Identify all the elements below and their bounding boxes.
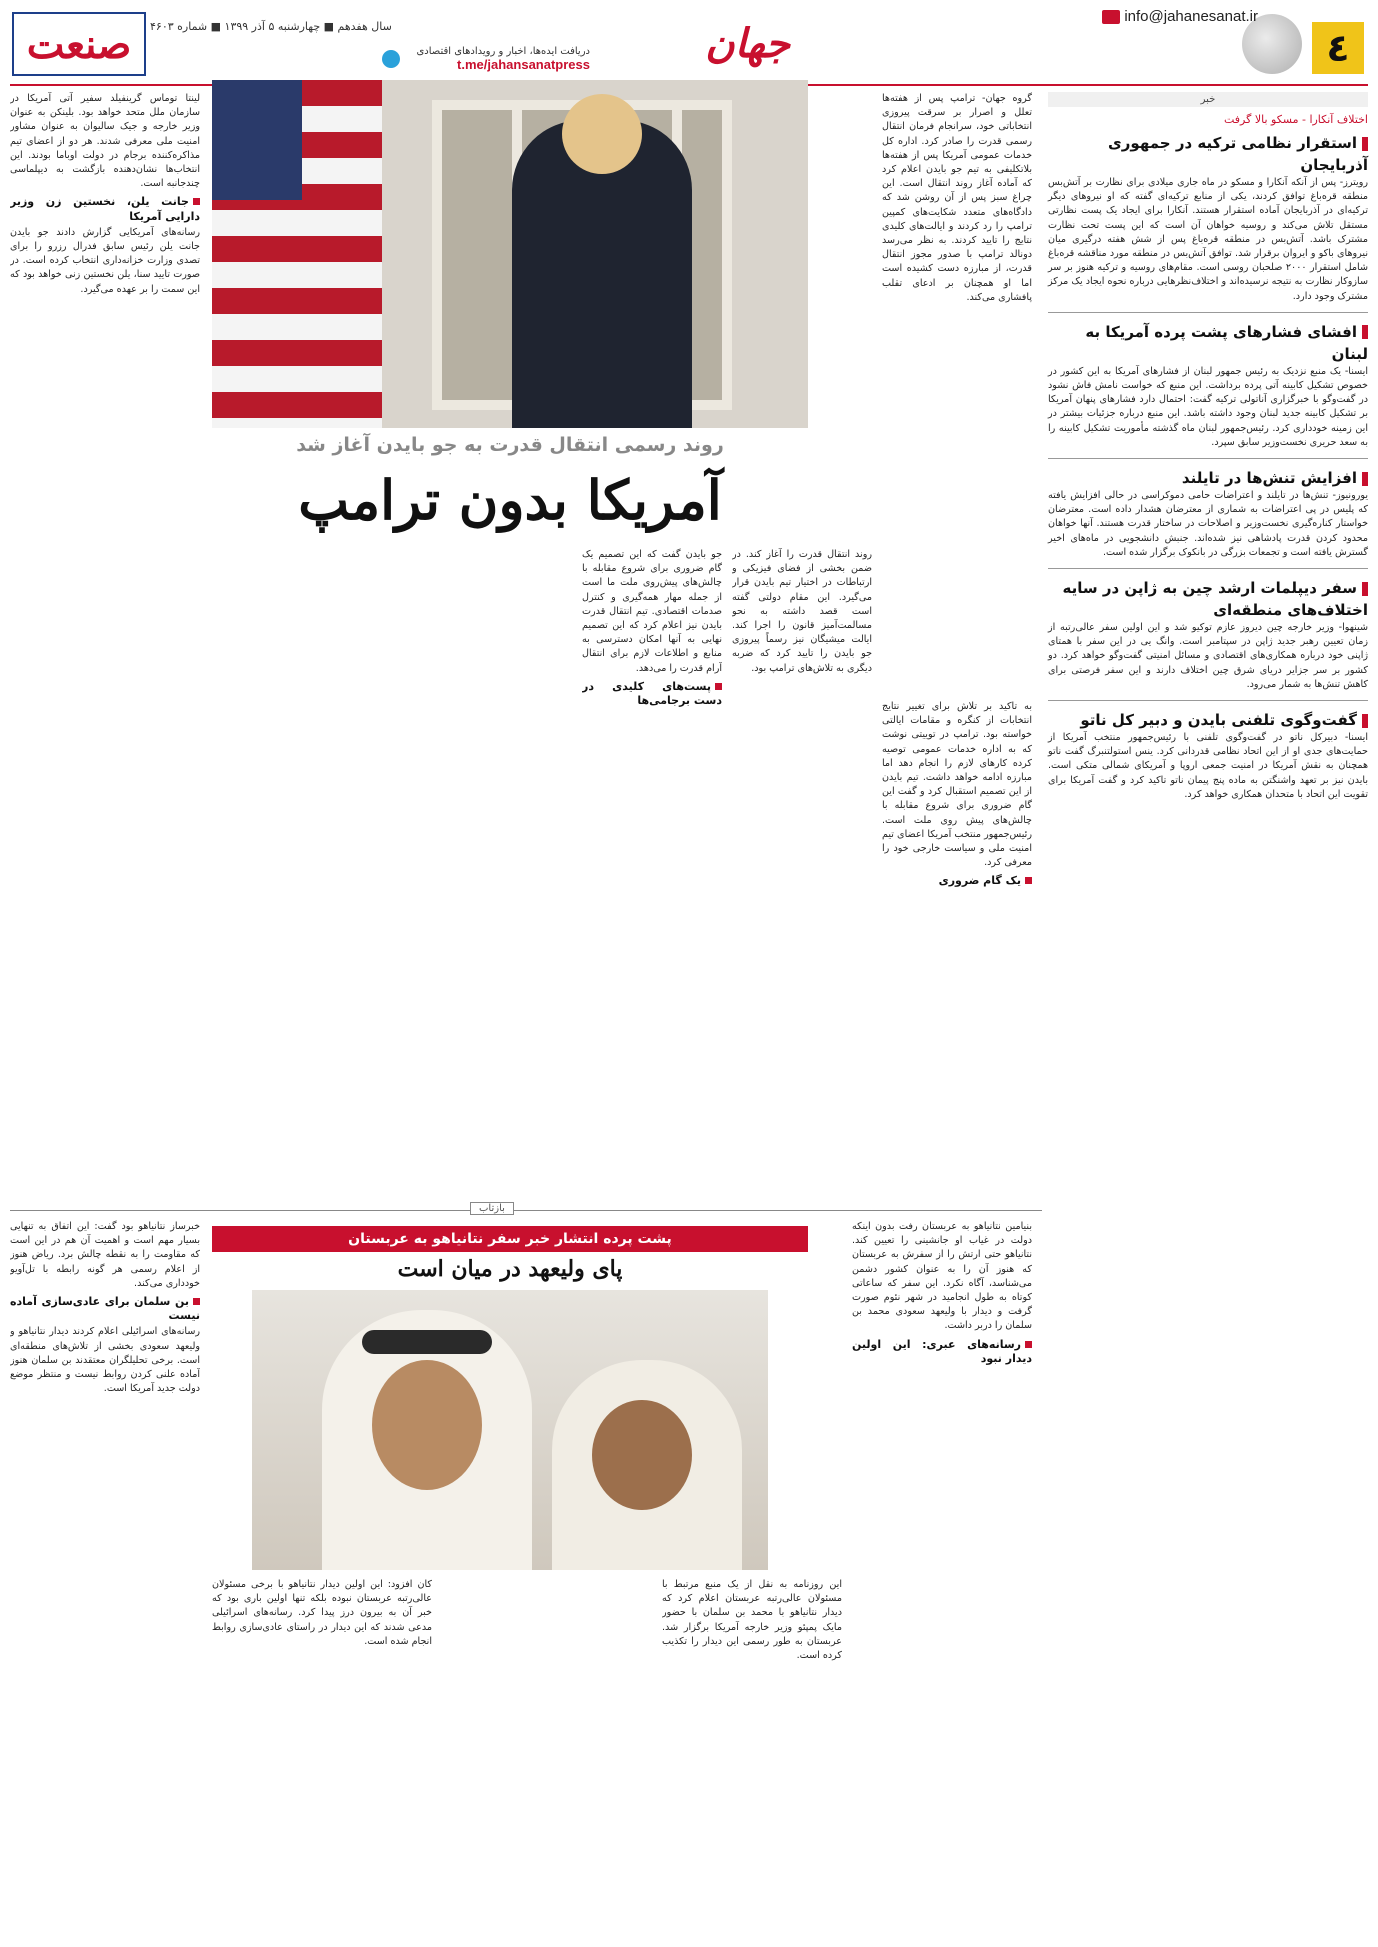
subheading: جانت یلن، نخستین زن وزیر دارایی آمریکا (10, 195, 200, 223)
sidebar-headline: استقرار نظامی ترکیه در جمهوری آذربایجان (1048, 132, 1368, 176)
telegram-promo[interactable] (416, 46, 590, 72)
flag-union (212, 80, 302, 200)
sidebar-headline: افشای فشارهای پشت پرده آمریکا به لبنان (1048, 321, 1368, 365)
article-column (582, 548, 722, 1180)
article-column (662, 1578, 842, 1940)
email-text: info@jahanesanat.ir (1124, 8, 1258, 25)
article-column (882, 92, 1032, 692)
section-title: جهان (705, 20, 790, 67)
trump-photo (212, 80, 808, 428)
divider (1048, 312, 1368, 313)
paragraph: این روزنامه به نقل از یک منبع مرتبط با مسئولان عالی‌رتبه عربستان اعلام کرد که دیدار نتانیاهو با محمد بن سلمان با حضور مایک پمپئو وزیر خارجه آمریکا برگزار شد. عربستان به طور رسمی این دیدار را تکذیب کرده است. (662, 1579, 842, 1662)
second-headline: پای ولیعهد در میان است (397, 1256, 623, 1282)
sidebar-body: ایسنا- یک منبع نزدیک به رئیس جمهور لبنان از فشارهای آمریکا به این کشور در خصوص تشکیل کابینه آتی پرده برداشت. این منبع که خواست نامش فاش نشود در گفت‌وگو با خبرگزاری آناتولی ترکیه گفت: احتمال دارد فشارهای پنهان آمریکا بر تشکیل کابینه جدید لبنان وجود داشته باشد. این منبع درباره جزئیات بیشتر در این زمینه خودداری کرد. رئیس‌جمهور لبنان ماه گذشته مأموریت تشکیل کابینه را به سعد حریری نخست‌وزیر سابق سپرد. (1048, 365, 1368, 448)
sidebar-headline: افزایش تنش‌ها در تایلند (1048, 467, 1368, 489)
newspaper-logo (12, 12, 146, 76)
article-column (10, 92, 200, 1192)
section-tag: بازتاب (470, 1202, 514, 1215)
article-column (882, 700, 1032, 1180)
subheading: بن سلمان برای عادی‌سازی آماده نیست (10, 1295, 200, 1323)
paragraph: رسانه‌های اسرائیلی اعلام کردند دیدار نتانیاهو و ولیعهد سعودی بخشی از تلاش‌های منطقه‌ای است. برخی تحلیلگران معتقدند بن سلمان هنوز آماده علنی کردن روابط نیست و منتظر موضع دولت جدید آمریکا است. (10, 1326, 200, 1395)
article-column (852, 1220, 1032, 1940)
divider (1048, 568, 1368, 569)
headband (362, 1330, 492, 1354)
subheading: پست‌های کلیدی در دست برجامی‌ها (582, 679, 722, 708)
person-head (562, 94, 642, 174)
person-face (592, 1400, 692, 1510)
paragraph: گروه جهان- ترامپ پس از هفته‌ها تعلل و اصرار بر سرقت پیروزی انتخاباتی خود، سرانجام فرمان انتقال رسمی قدرت را صادر کرد. اداره کل خدمات عمومی آمریکا پس از هفته‌ها بلاتکلیفی به تیم جو بایدن اعلام کرد که آماده آغاز روند انتقال است. این چراغ سبز پس از آن روشن شد که دادگاه‌های متعدد شکایت‌های کمپین ترامپ را رد کردند و ایالت‌های کلیدی نتایج را تایید کردند. به نظر می‌رسد دونالد ترامپ با صدور مجوز انتقال قدرت، از مبارزه دست کشیده است اما او همچنان بر ادعای تقلب پافشاری می‌کند. (882, 93, 1032, 303)
telegram-text: دریافت ایده‌ها، اخبار و رویدادهای اقتصادی (416, 46, 590, 57)
article-column (212, 1578, 432, 1940)
sidebar-kicker: اختلاف آنکارا - مسکو بالا گرفت (1223, 113, 1368, 126)
divider (1048, 700, 1368, 701)
saudi-photo (252, 1290, 768, 1570)
paragraph: خبرساز نتانیاهو بود گفت: این اتفاق به تنهایی بسیار مهم است و اهمیت آن هم در این است که مقاومت را به نقطه چالش برد. ریاض هنوز از اعلام رسمی هر گونه رابطه با تل‌آویو خودداری می‌کند. (10, 1221, 200, 1289)
divider (1048, 458, 1368, 459)
main-kicker: روند رسمی انتقال قدرت به جو بایدن آغاز شد (296, 434, 724, 456)
sidebar-headline: گفت‌وگوی تلفنی بایدن و دبیر کل ناتو (1048, 709, 1368, 731)
sidebar-body: ایسنا- دبیرکل ناتو در گفت‌وگوی تلفنی با رئیس‌جمهور منتخب آمریکا از حمایت‌های جدی او از این اتحاد نظامی قدردانی کرد. ینس استولتنبرگ گفت ناتو همچنان به نقش آمریکا در امنیت جمعی اروپا و آمریکای شمالی متکی است. بایدن نیز بر تعهد واشنگتن به ماده پنج پیمان ناتو تاکید کرد و گفت آمریکا برای تقویت این اتحاد با متحدان همکاری خواهد کرد. (1048, 732, 1368, 800)
page-number: ٤ (1312, 22, 1364, 74)
sidebar-body: شینهوا- وزیر خارجه چین دیروز عازم توکیو شد و این اولین سفر عالی‌رتبه از زمان تعیین رهبر جدید ژاپن در سپتامبر است. وانگ یی در این سفر با همتای ژاپنی خود درباره همکاری‌های اقتصادی و مسائل امنیتی گفت‌وگو خواهد کرد. دو کشور بر سر جزایر دریای شرق چین اختلاف دارند و این سفر فرصتی برای کاهش تنش‌ها به شمار می‌رود. (1048, 622, 1368, 690)
email-address[interactable] (1102, 8, 1258, 25)
paragraph: جو بایدن گفت که این تصمیم یک گام ضروری برای شروع مقابله با چالش‌های پیش‌روی ملت ما است از جمله مهار همه‌گیری و کنترل صدمات اقتصادی. تیم انتقال قدرت بایدن نیز اعلام کرد که این تصمیم نهایی به آنها امکان دسترسی به منابع و اطلاعات لازم برای انتقال آرام قدرت را می‌دهد. (582, 549, 722, 674)
paragraph: کان افزود: این اولین دیدار نتانیاهو با برخی مسئولان عالی‌رتبه عربستان نبوده بلکه تنها اولین باری بود که خبر آن به بیرون درز پیدا کرد. رسانه‌های اسرائیلی مدعی شدند که این دیدار در راستای عادی‌سازی روابط انجام شده است. (212, 1579, 432, 1647)
subheading: یک گام ضروری (882, 874, 1032, 888)
masthead (0, 0, 1378, 82)
paragraph: بنیامین نتانیاهو به عربستان رفت بدون اینکه دولت در غیاب او جانشینی را تعیین کند. نتانیاهو حتی ارتش را از سفرش به عربستان که هنوز آن را به عنوان کشور دشمن می‌شناسد، آگاه نکرد. این سفر که ساعاتی کوتاه به طول انجامید در شهر نئوم صورت گرفت و دیدار با ولیعهد سعودی محمد بن سلمان را دربر داشت. (852, 1221, 1032, 1332)
article-column (10, 1220, 200, 1940)
second-kicker-band: پشت پرده انتشار خبر سفر نتانیاهو به عربستان (212, 1226, 808, 1252)
sidebar-headline: سفر دیپلمات ارشد چین به ژاپن در سایه اختلاف‌های منطقه‌ای (1048, 577, 1368, 621)
telegram-link[interactable]: t.me/jahansanatpress (457, 57, 590, 72)
paragraph: لینتا توماس گرینفیلد سفیر آتی آمریکا در سازمان ملل متحد خواهد بود. بلینکن به عنوان وزیر خارجه و جیک سالیوان به عنوان مشاور امنیت ملی معرفی شدند. هر دو از اعضای تیم مذاکره‌کننده برجام در دولت اوباما بودند. این انتخاب‌ها نشان‌دهنده بازگشت به دیپلماسی چندجانبه است. (10, 93, 200, 190)
subheading: رسانه‌های عبری: این اولین دیدار نبود (852, 1337, 1032, 1365)
paragraph: روند انتقال قدرت را آغاز کند. در ضمن بخشی از فضای فیزیکی و ارتباطات در اختیار تیم بایدن قرار می‌گیرد. این مقام دولتی گفته است قصد داشته به نحو مسالمت‌آمیز قانون را اجرا کند. ایالت میشیگان نیز رسماً پیروزی جو بایدن را تایید کرد که ضربه دیگری به تلاش‌های ترامپ بود. (732, 549, 872, 674)
telegram-icon (382, 50, 400, 68)
article-column (732, 548, 872, 1180)
paragraph: رسانه‌های آمریکایی گزارش دادند جو بایدن جانت یلن رئیس سابق فدرال رزرو را برای تصدی وزارت خزانه‌داری انتخاب کرده است. در صورت تایید سنا، یلن نخستین زنی خواهد بود که این سمت را بر عهده می‌گیرد. (10, 226, 200, 295)
sidebar (1048, 92, 1368, 1940)
envelope-icon (1102, 10, 1120, 24)
sidebar-body: رویترز- پس از آنکه آنکارا و مسکو در ماه جاری میلادی برای نظارت بر آتش‌بس منطقه قره‌باغ توافق کردند، یکی از منابع ترکیه‌ای گفته که او نیروهای دیگر ترکیه‌ای در آذربایجان آماده استقرار هستند. آنکارا برای ایجاد یک پست نظارتی مستقل تلاش می‌کند و روسیه خواهان آن است که این پست تحت نظارت مشترک باشد. آتش‌بس در منطقه قره‌باغ پس از شش هفته درگیری میان نیروهای باکو و ایروان برقرار شد. توافق آتش‌بس در منطقه مورد مناقشه قره‌باغ شامل استقرار ۲۰۰۰ صلحبان روسی است. مقام‌های روسیه و ترکیه هنوز بر سر سازوکار نظارت به نتیجه نرسیده‌اند و اختلاف‌نظرهایی درباره نحوه ایجاد یک مرکز مشترک وجود دارد. (1048, 177, 1368, 302)
main-headline: آمریکا بدون ترامپ (298, 468, 722, 532)
sidebar-body: یورونیوز- تنش‌ها در تایلند و اعتراضات حامی دموکراسی در حالی افزایش یافته که پلیس در پی اعتراضات به شماری از معترضان هشدار داده است. معترضان خواستار کناره‌گیری نخست‌وزیر و اصلاحات در ساختار قدرت هستند. آنها خواهان محدود کردن قدرت پادشاهی نیز شده‌اند. جنبش دانشجویی در ماه‌های اخیر گسترش یافته است و تجمعات بزرگی در بانکوک برگزار شده است. (1048, 490, 1368, 558)
logo-text: صنعت (26, 20, 132, 68)
person-face (372, 1360, 482, 1490)
issue-info: سال هفدهم ■ چهارشنبه ۵ آذر ۱۳۹۹ ■ شماره ۴۶۰۳ (150, 20, 392, 33)
sidebar-label: خبر (1048, 92, 1368, 107)
section-divider (10, 1210, 1042, 1211)
paragraph: به تاکید بر تلاش برای تغییر نتایج انتخابات از کنگره و مقامات ایالتی خواسته بود. ترامپ در توییتی نوشت که به اداره خدمات عمومی توصیه کرده کارهای لازم را انجام دهد اما مبارزه ادامه خواهد داشت. تیم بایدن از این تصمیم استقبال کرد و گفت این گام ضروری برای شروع مقابله با چالش‌های پیش روی ملت است. رئیس‌جمهور منتخب آمریکا اعضای تیم امنیت ملی و سیاست خارجی خود را معرفی کرد. (882, 701, 1032, 869)
